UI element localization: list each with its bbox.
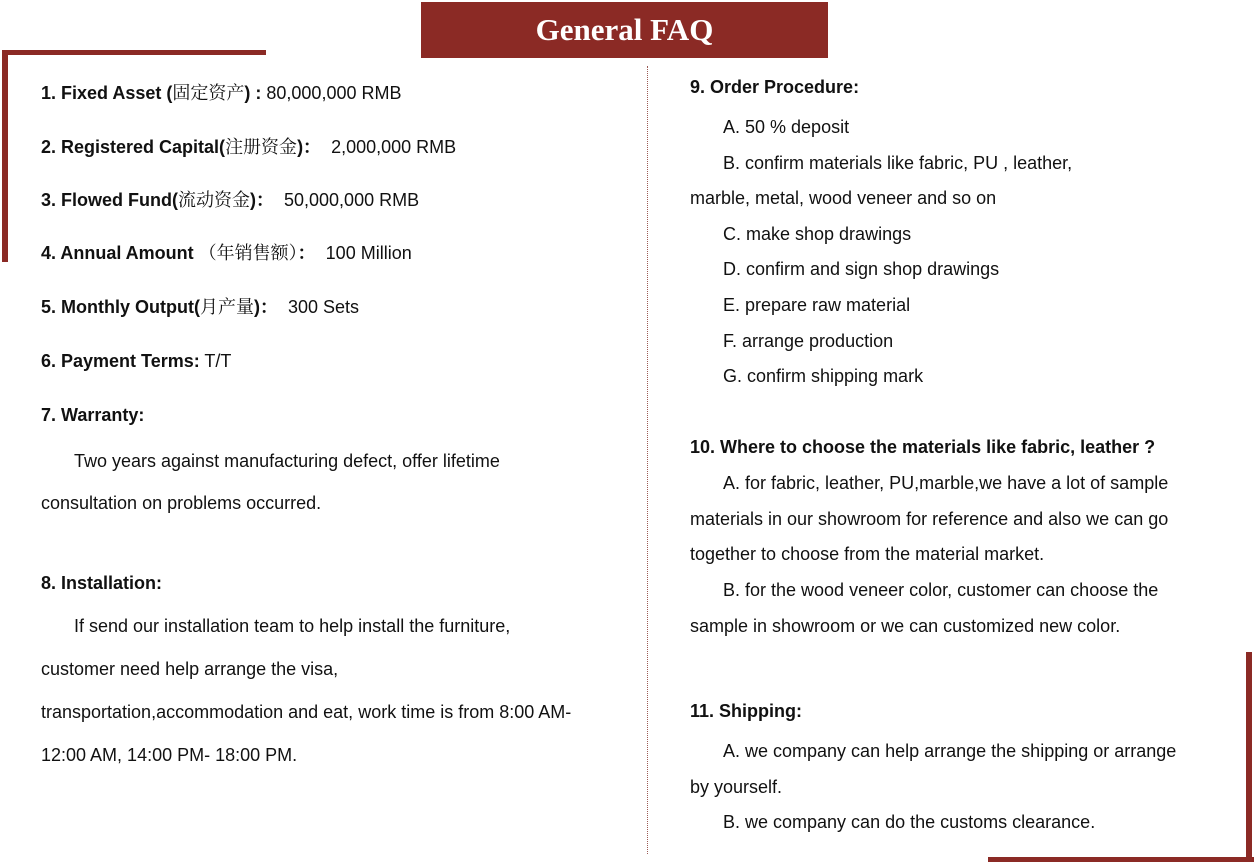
order-step: G. confirm shipping mark bbox=[723, 366, 924, 386]
materials-text-line: A. for fabric, leather, PU,marble,we have a lot of sample bbox=[723, 473, 1169, 493]
installation-text-line: transportation,accommodation and eat, work time is from 8:00 AM- bbox=[41, 702, 572, 722]
faq-item-registered-capital: 2. Registered Capital(注册资金)： 2,000,000 RMB bbox=[41, 137, 457, 158]
materials-text-line: sample in showroom or we can customized new color. bbox=[690, 616, 1121, 636]
order-step: A. 50 % deposit bbox=[723, 117, 850, 137]
materials-text-line: materials in our showroom for reference and also we can go bbox=[690, 509, 1169, 529]
shipping-text-line: B. we company can do the customs clearance. bbox=[723, 812, 1096, 832]
page-title: General FAQ bbox=[421, 2, 828, 58]
faq-heading-installation: 8. Installation: bbox=[41, 573, 163, 593]
faq-item-monthly-output: 5. Monthly Output(月产量)： 300 Sets bbox=[41, 297, 360, 318]
faq-heading-order-procedure: 9. Order Procedure: bbox=[690, 77, 860, 97]
order-step: B. confirm materials like fabric, PU , leather, bbox=[723, 153, 1073, 173]
materials-text-line: B. for the wood veneer color, customer can choose the bbox=[723, 580, 1159, 600]
corner-decoration-bottom-right-vertical bbox=[1246, 652, 1252, 862]
faq-heading-shipping: 11. Shipping: bbox=[690, 701, 803, 721]
corner-decoration-bottom-right bbox=[988, 857, 1254, 862]
shipping-text-line: by yourself. bbox=[690, 777, 783, 797]
warranty-text-line: Two years against manufacturing defect, offer lifetime bbox=[74, 451, 500, 471]
order-step: E. prepare raw material bbox=[723, 295, 911, 315]
faq-item-annual-amount: 4. Annual Amount （年销售额）： 100 Million bbox=[41, 243, 412, 264]
materials-text-line: together to choose from the material market. bbox=[690, 544, 1045, 564]
order-step-continued: marble, metal, wood veneer and so on bbox=[690, 188, 997, 208]
installation-text-line: If send our installation team to help install the furniture, bbox=[74, 616, 511, 636]
order-step: F. arrange production bbox=[723, 331, 894, 351]
shipping-text-line: A. we company can help arrange the shipping or arrange bbox=[723, 741, 1177, 761]
faq-item-flowed-fund: 3. Flowed Fund(流动资金)： 50,000,000 RMB bbox=[41, 190, 420, 211]
corner-decoration-top-left bbox=[2, 50, 266, 55]
installation-text-line: customer need help arrange the visa, bbox=[41, 659, 339, 679]
faq-item-payment-terms: 6. Payment Terms: T/T bbox=[41, 351, 232, 371]
column-divider bbox=[647, 66, 648, 854]
order-step: D. confirm and sign shop drawings bbox=[723, 259, 1000, 279]
faq-heading-materials: 10. Where to choose the materials like fabric, leather ? bbox=[690, 437, 1156, 457]
faq-item-fixed-asset: 1. Fixed Asset (固定资产) : 80,000,000 RMB bbox=[41, 83, 402, 104]
faq-heading-warranty: 7. Warranty: bbox=[41, 405, 145, 425]
order-step: C. make shop drawings bbox=[723, 224, 912, 244]
installation-text-line: 12:00 AM, 14:00 PM- 18:00 PM. bbox=[41, 745, 298, 765]
corner-decoration-top-left-vertical bbox=[2, 50, 8, 262]
warranty-text-line: consultation on problems occurred. bbox=[41, 493, 322, 513]
